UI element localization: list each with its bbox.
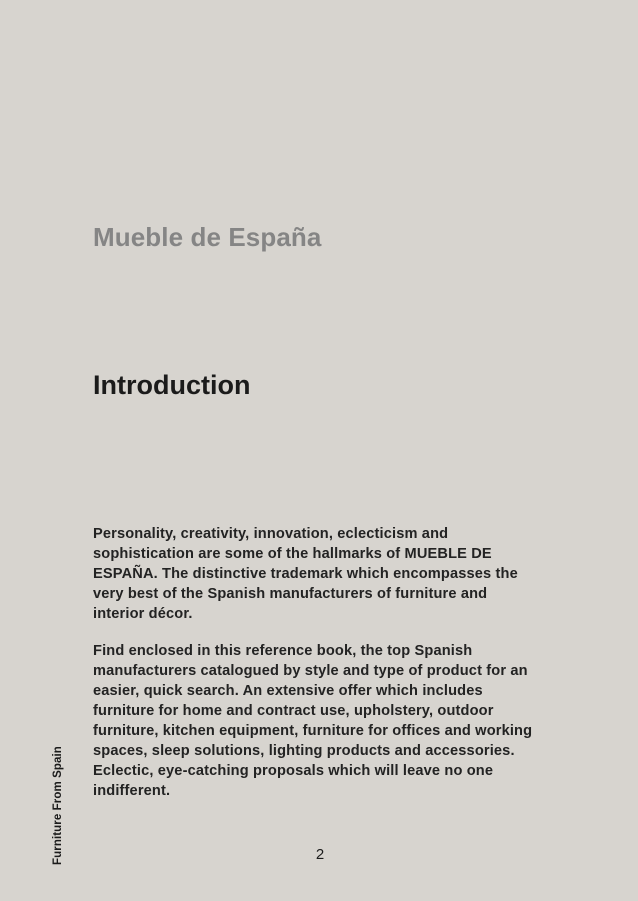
section-title: Introduction [93,370,251,400]
intro-paragraph-1: Personality, creativity, innovation, eclecticism and sophistication are some of the hallmarks of MUEBLE DE ESPAÑA. The distinctive trademark which encompasses the very best of the Spanish manufacturers of furniture and interior décor. [93,526,518,622]
brand-title: Mueble de España [93,222,322,252]
intro-paragraph-2: Find enclosed in this reference book, the top Spanish manufacturers catalogued by style and type of product for an easier, quick search. An extensive offer which includes furniture for home and contract use, upholstery, outdoor furniture, kitchen equipment, furniture for offices and working spaces, sleep solutions, lighting products and accessories. Eclectic, eye-catching proposals which will leave no one indifferent. [93,643,533,799]
side-label: Furniture From Spain [52,746,64,865]
body-text [93,524,533,801]
page-number: 2 [315,846,325,863]
